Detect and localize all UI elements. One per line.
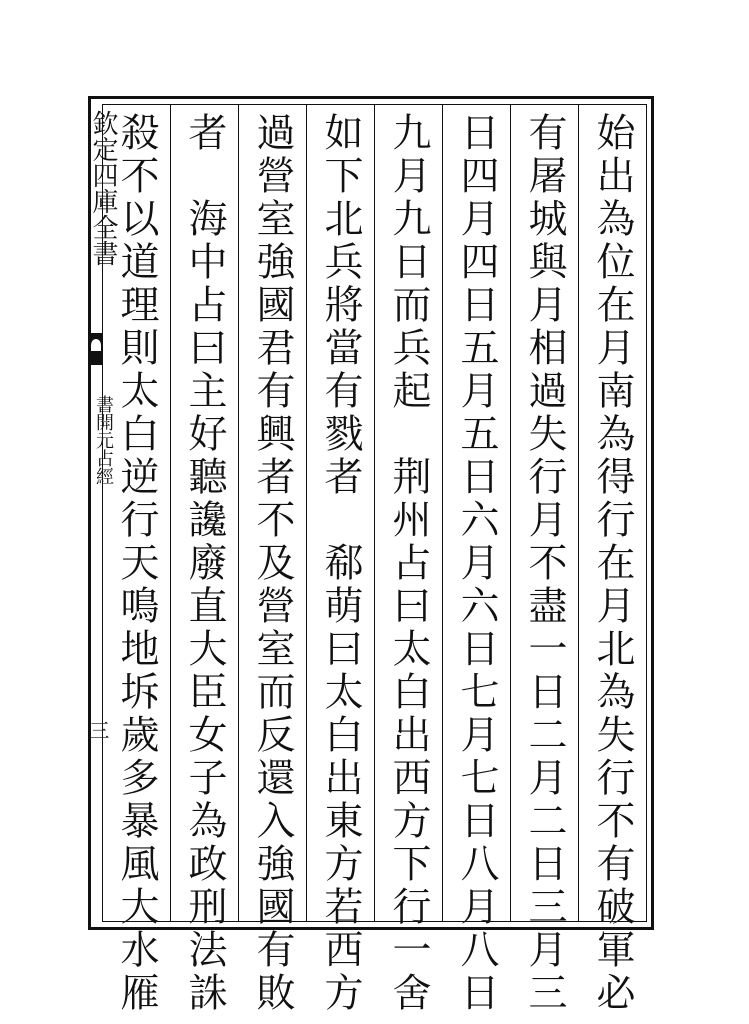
column-divider	[442, 104, 443, 922]
column-text: 殺不以道理則太白逆行天鳴地坼歲多暴風大水雁	[114, 112, 159, 1015]
fishtail-mark-icon	[89, 333, 103, 365]
gutter-book-title: 欽定四庫全書	[88, 110, 118, 266]
column-text: 日四月四日五月五日六月六日七月七日八月八日	[454, 112, 499, 1015]
column-text: 有屠城與月相過失行月不盡一日二月二日三月三	[522, 112, 567, 1015]
column-divider	[238, 104, 239, 922]
column-text: 者 海中占曰主好聽讒廢直大臣女子為政刑法誅	[182, 112, 227, 1015]
gutter-page-number: 三	[86, 720, 110, 740]
gutter-subtitle: 書開元占經	[93, 395, 114, 485]
text-column-5	[314, 104, 366, 1015]
text-column-6	[246, 104, 298, 1015]
text-column-3	[450, 104, 502, 1015]
text-column-7	[178, 104, 230, 1015]
column-divider	[306, 104, 307, 922]
column-text: 如下北兵將當有戮者 郗萌曰太白出東方若西方	[318, 112, 363, 1015]
column-text: 始出為位在月南為得行在月北為失行不有破軍必	[590, 112, 635, 1015]
text-column-1	[586, 104, 638, 1015]
text-column-8	[110, 104, 162, 1015]
text-column-4	[382, 104, 434, 1015]
column-divider	[510, 104, 511, 922]
text-column-2	[518, 104, 570, 1015]
column-text: 九月九日而兵起 荆州占曰太白出西方下行一舍	[386, 112, 431, 1015]
column-divider	[374, 104, 375, 922]
column-divider	[578, 104, 579, 922]
column-divider	[170, 104, 171, 922]
column-text: 過營室強國君有興者不及營室而反還入強國有敗	[250, 112, 295, 1015]
